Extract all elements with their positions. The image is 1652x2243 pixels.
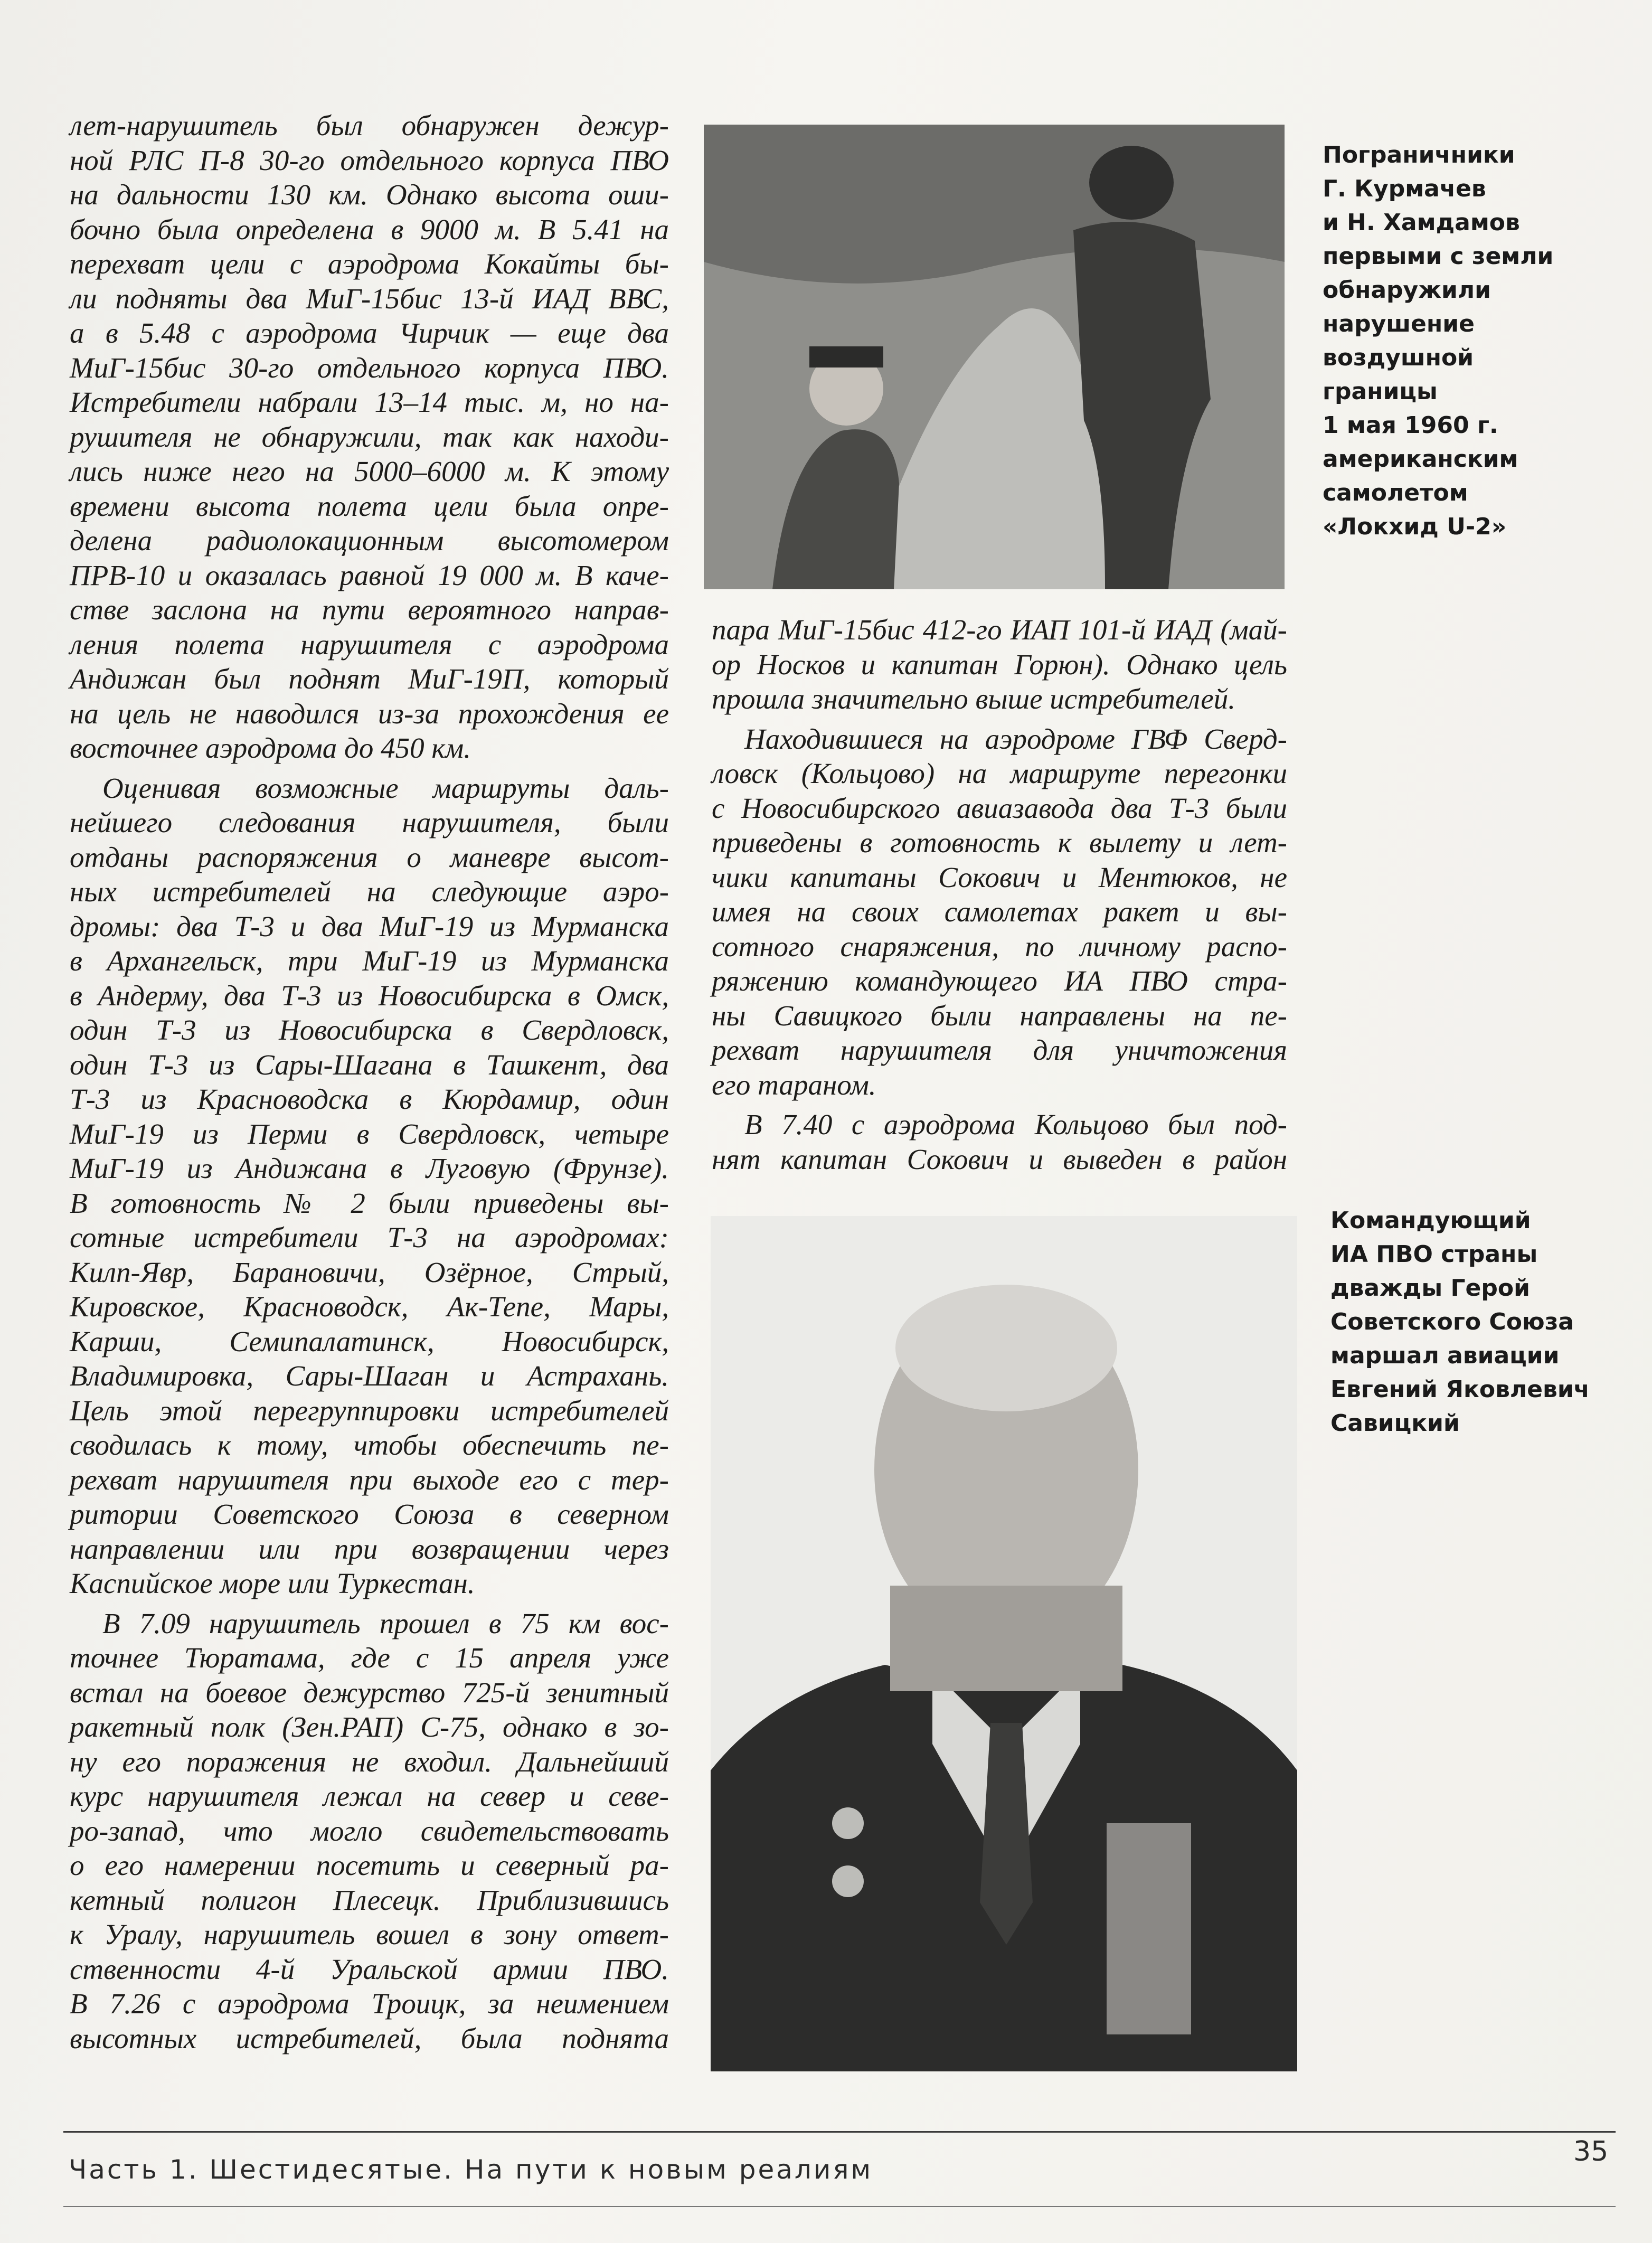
paragraph <box>712 612 1287 717</box>
text-line: с Новосибирского авиазавода два Т-3 были <box>712 791 1287 824</box>
text-line: к Уралу, нарушитель вошел в зону ответ- <box>70 1918 669 1950</box>
caption-line: обнаружили <box>1323 277 1491 304</box>
text-line: ро-запад, что могло свидетельствовать <box>70 1814 669 1847</box>
savitsky-portrait-image <box>711 1216 1297 2071</box>
running-title: Часть 1. Шестидесятые. На пути к новым реалиям <box>69 2154 873 2185</box>
footer-rule-bottom <box>63 2206 1616 2207</box>
text-line: на дальности 130 км. Однако высота оши- <box>70 178 669 211</box>
text-line: нят капитан Сокович и выведен в район <box>712 1143 1287 1175</box>
text-line: отданы распоряжения о маневре высот- <box>70 841 669 873</box>
photo-caption-savitsky <box>1330 1204 1590 1440</box>
text-line: приведены в готовность к вылету и лет- <box>712 826 1287 859</box>
text-line: В 7.40 с аэродрома Кольцово был под- <box>744 1108 1287 1141</box>
text-line: высотных истребителей, была поднята <box>70 2022 669 2054</box>
text-line: ны Савицкого были направлены на пе- <box>712 999 1287 1032</box>
text-line: Каспийское море или Туркестан. <box>70 1567 475 1599</box>
text-line: ловск (Кольцово) на маршруте перегонки <box>712 757 1287 789</box>
footer-rule <box>63 2131 1616 2133</box>
text-line: ритории Советского Союза в северном <box>70 1498 669 1530</box>
text-line: лет-нарушитель был обнаружен дежур- <box>70 109 669 142</box>
text-line: сотного снаряжения, по личному распо- <box>712 930 1287 963</box>
caption-line: дважды Герой <box>1330 1275 1530 1302</box>
paragraph <box>70 1606 669 2056</box>
photo-border-guards <box>704 125 1285 589</box>
text-line: нейшего следования нарушителя, были <box>70 806 669 838</box>
caption-line: ИА ПВО страны <box>1330 1241 1538 1268</box>
text-line: В 7.09 нарушитель прошел в 75 км вос- <box>102 1607 669 1639</box>
text-line: Карши, Семипалатинск, Новосибирск, <box>70 1325 669 1358</box>
text-line: МиГ-15бис 30-го отдельного корпуса ПВО. <box>70 351 669 384</box>
text-line: рехват нарушителя для уничтожения <box>712 1034 1287 1066</box>
caption-line: Г. Курмачев <box>1323 175 1486 202</box>
text-line: прошла значительно выше истребителей. <box>712 683 1236 715</box>
paragraph <box>70 771 669 1601</box>
text-line: чики капитаны Сокович и Ментюков, не <box>712 861 1287 893</box>
text-line: делена радиолокационным высотомером <box>70 524 669 557</box>
caption-line: американским <box>1323 446 1518 473</box>
photo-caption-border-guards <box>1323 138 1553 544</box>
caption-line: маршал авиации <box>1330 1342 1560 1369</box>
text-line: ления полета нарушителя с аэродрома <box>70 628 669 661</box>
caption-line: воздушной <box>1323 344 1474 371</box>
text-line: ственности 4-й Уральской армии ПВО. <box>70 1953 669 1985</box>
text-line: кетный полигон Плесецк. Приблизившись <box>70 1883 669 1916</box>
caption-line: Евгений Яковлевич <box>1330 1376 1590 1403</box>
caption-line: Советского Союза <box>1330 1308 1574 1335</box>
text-line: Кировское, Красноводск, Ак-Тепе, Мары, <box>70 1290 669 1323</box>
text-line: рушителя не обнаружили, так как находи- <box>70 420 669 453</box>
caption-line: нарушение <box>1323 310 1475 337</box>
text-line: ряжению командующего ИА ПВО стра- <box>712 965 1287 997</box>
text-line: В 7.26 с аэродрома Троицк, за неимением <box>70 1987 669 2020</box>
right-text-column <box>712 612 1287 1182</box>
text-line: Владимировка, Сары-Шаган и Астрахань. <box>70 1360 669 1392</box>
caption-line: Командующий <box>1330 1207 1531 1234</box>
text-line: ор Носков и капитан Горюн). Однако цель <box>712 648 1287 681</box>
text-line: времени высота полета цели была опре- <box>70 489 669 522</box>
text-line: дромы: два Т-3 и два МиГ-19 из Мурманска <box>70 910 669 943</box>
border-guards-photo-image <box>704 125 1285 589</box>
text-line: имея на своих самолетах ракет и вы- <box>712 896 1287 928</box>
text-line: в Андерму, два Т-3 из Новосибирска в Омск, <box>70 979 669 1012</box>
caption-line: границы <box>1323 378 1438 405</box>
text-line: Находившиеся на аэродроме ГВФ Сверд- <box>744 722 1287 755</box>
text-line: встал на боевое дежурство 725-й зенитный <box>70 1676 669 1709</box>
text-line: ПРВ-10 и оказалась равной 19 000 м. В каче- <box>70 559 669 591</box>
text-line: его тараном. <box>712 1068 876 1101</box>
text-line: Килп-Явр, Барановичи, Озёрное, Стрый, <box>70 1256 669 1288</box>
text-line: лись ниже него на 5000–6000 м. К этому <box>70 455 669 487</box>
text-line: курс нарушителя лежал на север и севе- <box>70 1780 669 1812</box>
text-line: Оценивая возможные маршруты даль- <box>102 771 669 804</box>
left-text-column <box>70 108 669 2061</box>
paragraph <box>712 1107 1287 1176</box>
text-line: ракетный полк (Зен.РАП) С-75, однако в зо- <box>70 1711 669 1743</box>
text-line: один Т-3 из Новосибирска в Свердловск, <box>70 1014 669 1046</box>
caption-line: первыми с земли <box>1323 243 1554 270</box>
text-line: сотные истребители Т-3 на аэродромах: <box>70 1221 669 1254</box>
text-line: Цель этой перегруппировки истребителей <box>70 1394 669 1427</box>
caption-line: Пограничники <box>1323 142 1515 168</box>
text-line: Истребители набрали 13–14 тыс. м, но на- <box>70 386 669 418</box>
text-line: сводилась к тому, чтобы обеспечить пе- <box>70 1429 669 1461</box>
text-line: точнее Тюратама, где с 15 апреля уже <box>70 1642 669 1674</box>
text-line: в Архангельск, три МиГ-19 из Мурманска <box>70 945 669 977</box>
caption-line: 1 мая 1960 г. <box>1323 412 1498 439</box>
paragraph <box>712 722 1287 1102</box>
photo-savitsky-portrait <box>711 1216 1297 2071</box>
text-line: перехват цели с аэродрома Кокайты бы- <box>70 248 669 280</box>
text-line: стве заслона на пути вероятного направ- <box>70 593 669 626</box>
caption-line: и Н. Хамдамов <box>1323 209 1520 236</box>
text-line: МиГ-19 из Перми в Свердловск, четыре <box>70 1117 669 1150</box>
text-line: а в 5.48 с аэродрома Чирчик — еще два <box>70 317 669 349</box>
text-line: ных истребителей на следующие аэро- <box>70 875 669 908</box>
text-line: ну его поражения не входил. Дальнейший <box>70 1745 669 1778</box>
text-line: ной РЛС П-8 30-го отдельного корпуса ПВО <box>70 144 669 176</box>
text-line: о его намерении посетить и северный ра- <box>70 1849 669 1881</box>
text-line: направлении или при возвращении через <box>70 1532 669 1565</box>
caption-line: самолетом <box>1323 479 1468 506</box>
text-line: Т-3 из Красноводска в Кюрдамир, один <box>70 1083 669 1115</box>
text-line: бочно была определена в 9000 м. В 5.41 на <box>70 213 669 246</box>
text-line: МиГ-19 из Андижана в Луговую (Фрунзе). <box>70 1152 669 1184</box>
text-line: ли подняты два МиГ-15бис 13-й ИАД ВВС, <box>70 282 669 315</box>
page-number: 35 <box>1573 2136 1609 2167</box>
text-line: один Т-3 из Сары-Шагана в Ташкент, два <box>70 1048 669 1081</box>
text-line: Андижан был поднят МиГ-19П, который <box>70 663 669 695</box>
text-line: пара МиГ-15бис 412-го ИАП 101-й ИАД (май- <box>712 614 1287 646</box>
text-line: рехват нарушителя при выходе его с тер- <box>70 1463 669 1496</box>
text-line: В готовность № 2 были приведены вы- <box>70 1186 669 1219</box>
paragraph <box>70 108 669 766</box>
text-line: восточнее аэродрома до 450 км. <box>70 732 471 764</box>
text-line: на цель не наводился из-за прохождения ее <box>70 697 669 730</box>
caption-line: Савицкий <box>1330 1410 1460 1437</box>
caption-line: «Локхид U-2» <box>1323 513 1507 540</box>
